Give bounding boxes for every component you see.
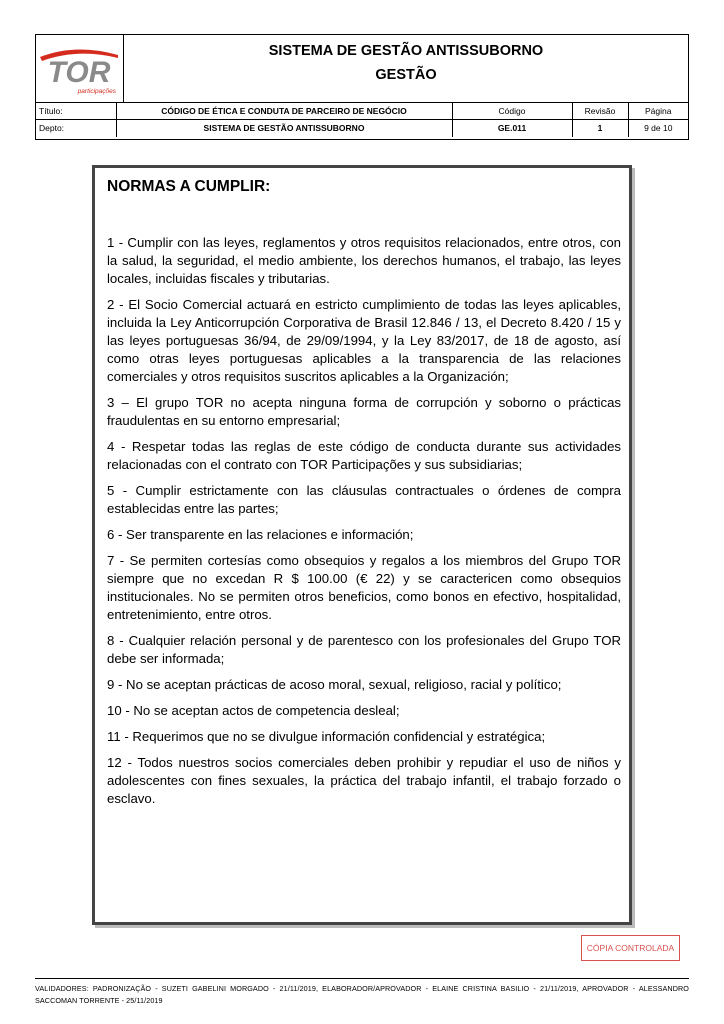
tor-logo (36, 35, 122, 100)
norm-paragraph: 5 - Cumplir estrictamente con las cláusulas contractuales o órdenes de compra establecidas entre las partes; (107, 483, 621, 516)
info-table (36, 102, 688, 137)
section-title: GESTÃO (375, 67, 437, 83)
norm-paragraph: 2 - El Socio Comercial actuará en estricto cumplimiento de todas las leyes aplicables, incluida la Ley Anticorrupción Corporativa de Brasil 12.846 / 13, el Decreto 8.420 / 15 y las leyes portuguesas 36/94, de 29/09/1994, y la Ley 83/2017, de 18 de agosto, así como otras leyes portuguesas aplicables a la transparencia de las relaciones comerciales y otros requisitos suscritos aplicables a la Organización; (107, 297, 621, 384)
norm-paragraph: 10 - No se aceptan actos de competencia desleal; (107, 703, 400, 718)
norm-paragraph: 8 - Cualquier relación personal y de parentesco con los profesionales del Grupo TOR debe ser informada; (107, 633, 621, 666)
document-title: CÓDIGO DE ÉTICA E CONDUTA DE PARCEIRO DE NEGÓCIO (116, 103, 452, 120)
page-label: Página (628, 103, 688, 120)
controlled-copy-stamp: CÓPIA CONTROLADA (581, 935, 680, 961)
norm-paragraph: 1 - Cumplir con las leyes, reglamentos y otros requisitos relacionados, entre otros, con la salud, la seguridad, el medio ambiente, los derechos humanos, el trabajo, las leyes locales, incluidas fiscales y tributarias. (107, 235, 621, 286)
content-title: NORMAS A CUMPLIR: (107, 178, 271, 195)
norm-paragraph: 6 - Ser transparente en las relaciones e información; (107, 527, 414, 542)
code-value: GE.011 (452, 120, 572, 137)
header-title (124, 35, 688, 102)
norm-paragraph: 3 – El grupo TOR no acepta ninguna forma de corrupción y soborno o prácticas fraudulentas en su entorno empresarial; (107, 395, 621, 428)
logo-text: TOR (47, 56, 111, 89)
code-label: Código (452, 103, 572, 120)
info-row-title (36, 103, 688, 120)
footer-validators: VALIDADORES: PADRONIZAÇÃO - SUZETI GABELINI MORGADO - 21/11/2019, ELABORADOR/APROVADOR - ELAINE CRISTINA BASILIO - 21/11/2019, APROVADOR - ALESSANDRO SACCOMAN TORRENTE - 25/11/2019 (35, 984, 689, 1005)
norm-paragraph: 7 - Se permiten cortesías como obsequios y regalos a los miembros del Grupo TOR siempre que no excedan R $ 100.00 (€ 22) y se caractericen como obsequios institucionales. No se permiten otros beneficios, como bonos en efectivo, hospitalidad, entretenimiento, entre otros. (107, 553, 621, 622)
dept-label: Depto: (36, 120, 116, 137)
norm-paragraph: 9 - No se aceptan prácticas de acoso moral, sexual, religioso, racial y político; (107, 677, 562, 692)
dept-value: SISTEMA DE GESTÃO ANTISSUBORNO (116, 120, 452, 137)
norm-paragraph: 4 - Respetar todas las reglas de este código de conducta durante sus actividades relacionadas con el contrato con TOR Participações y sus subsidiarias; (107, 439, 621, 472)
content-box (92, 165, 632, 925)
info-row-dept (36, 120, 688, 137)
revision-value: 1 (572, 120, 628, 137)
document-header (35, 34, 689, 140)
footer-divider (35, 978, 689, 979)
title-label: Título: (36, 103, 116, 120)
system-title: SISTEMA DE GESTÃO ANTISSUBORNO (268, 43, 544, 59)
norm-paragraph: 12 - Todos nuestros socios comerciales deben prohibir y repudiar el uso de niños y adolescentes con fines sexuales, la práctica del trabajo infantil, el trabajo forzado o esclavo. (107, 755, 621, 806)
revision-label: Revisão (572, 103, 628, 120)
norms-list (107, 234, 621, 816)
logo-cell (36, 35, 124, 102)
page-value: 9 de 10 (628, 120, 688, 137)
logo-subtext: participações (77, 88, 116, 95)
norm-paragraph: 11 - Requerimos que no se divulgue información confidencial y estratégica; (107, 729, 546, 744)
